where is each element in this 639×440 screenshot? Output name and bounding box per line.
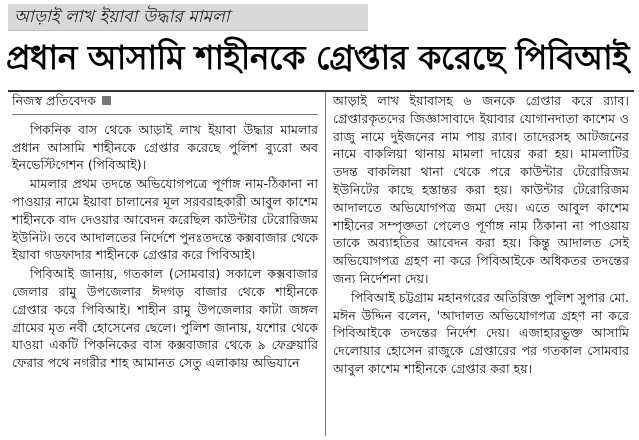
paragraph: মামলার প্রথম তদন্তে অভিযোগপত্রে পূর্ণাঙ্গ নাম-ঠিকানা না পাওয়ার নামে ইয়াবা চালানের মূল সরবরাহকারী আবুল কাশেম শাহীনকে বাদ দেওয়ার আবেদন করেছিল কাউন্টার টেরোরিজম ইউনিট। তবে আদালতের নির্দেশে পুনঃতদন্তে কক্সবাজার থেকে ইয়াবা গডফাদার শাহীনকে গ্রেপ্তার করে পিবিআই।	[12, 176, 318, 263]
headline: প্রধান আসামি শাহীনকে গ্রেপ্তার করেছে পিবিআই	[6, 38, 629, 77]
column-divider	[325, 92, 326, 436]
article-column-left	[12, 92, 318, 440]
square-bullet-icon	[102, 96, 111, 105]
kicker-text: আড়াই লাখ ইয়াবা উদ্ধার মামলা	[14, 7, 230, 27]
byline	[12, 92, 318, 110]
paragraph: পিবিআই জানায়, গতকাল (সোমবার) সকালে কক্সবাজার জেলার রামু উপজেলার ঈদগড় বাজার থেকে শাহীনকে গ্রেপ্তার করে পিবিআই। শাহীন রামু উপজেলার কাটা জঙ্গল গ্রামের মৃত নবী হোসেনের ছেলে। পুলিশ জানায়, যশোর থেকে যাওয়া একটি পিকনিকের বাস কক্সবাজার থেকে ৯ ফেব্রুয়ারি ফেরার পথে নগরীর শাহ আমানত সেতু এলাকায় অভিযানে	[12, 266, 318, 371]
byline-rule	[12, 114, 318, 115]
paragraph: পিবিআই চট্টগ্রাম মহানগরের অতিরিক্ত পুলিশ সুপার মো. মঈন উদ্দিন বলেন, 'আদালত অভিযোগপত্র গ্রহণ না করে পিবিআইকে তদন্তের নির্দেশ দেয়। এজাহারভুক্ত আসামি দেলোয়ার হোসেন রাজুকে গ্রেপ্তারের পর গতকাল সোমবার আবুল কাশেম শাহীনকে গ্রেপ্তার করা হয়।	[333, 289, 629, 376]
byline-text: নিজস্ব প্রতিবেদক	[12, 93, 97, 108]
kicker-banner	[8, 4, 368, 31]
article-column-right	[333, 92, 629, 440]
paragraph: পিকনিক বাস থেকে আড়াই লাখ ইয়াবা উদ্ধার মামলার প্রধান আসামি শাহীনকে গ্রেপ্তার করেছে পুলিশ ব্যুরো অব ইনভেস্টিগেশন (পিবিআই)।	[12, 121, 318, 173]
paragraph: আড়াই লাখ ইয়াবাসহ ৬ জনকে গ্রেপ্তার করে র‍্যাব। গ্রেপ্তারকৃতদের জিজ্ঞাসাবাদে ইয়াবার যোগানদাতা কাশেম ও রাজু নামে দুইজনের নাম পায় র‍্যাব। তাদেরসহ আটজনের নামে বাকলিয়া থানায় মামলা দায়ের করা হয়। মামলাটির তদন্ত বাকলিয়া থানা থেকে পরে কাউন্টার টেরোরিজম ইউনিটের কাছে হস্তান্তর করা হয়। কাউন্টার টেরোরিজম আদালতে অভিযোগপত্র জমা দেয়। এতে আবুল কাশেম শাহীনের সম্পৃক্ততা পেলেও পূর্ণাঙ্গ নাম ঠিকানা না পাওয়ায় তাকে অব্যাহতির আবেদন করা হয়। কিন্তু আদালত সেই অভিযোগপত্র গ্রহণ না করে পিবিআইকে অধিকতর তদন্তের জন্য নির্দেশনা দেয়।	[333, 93, 629, 286]
